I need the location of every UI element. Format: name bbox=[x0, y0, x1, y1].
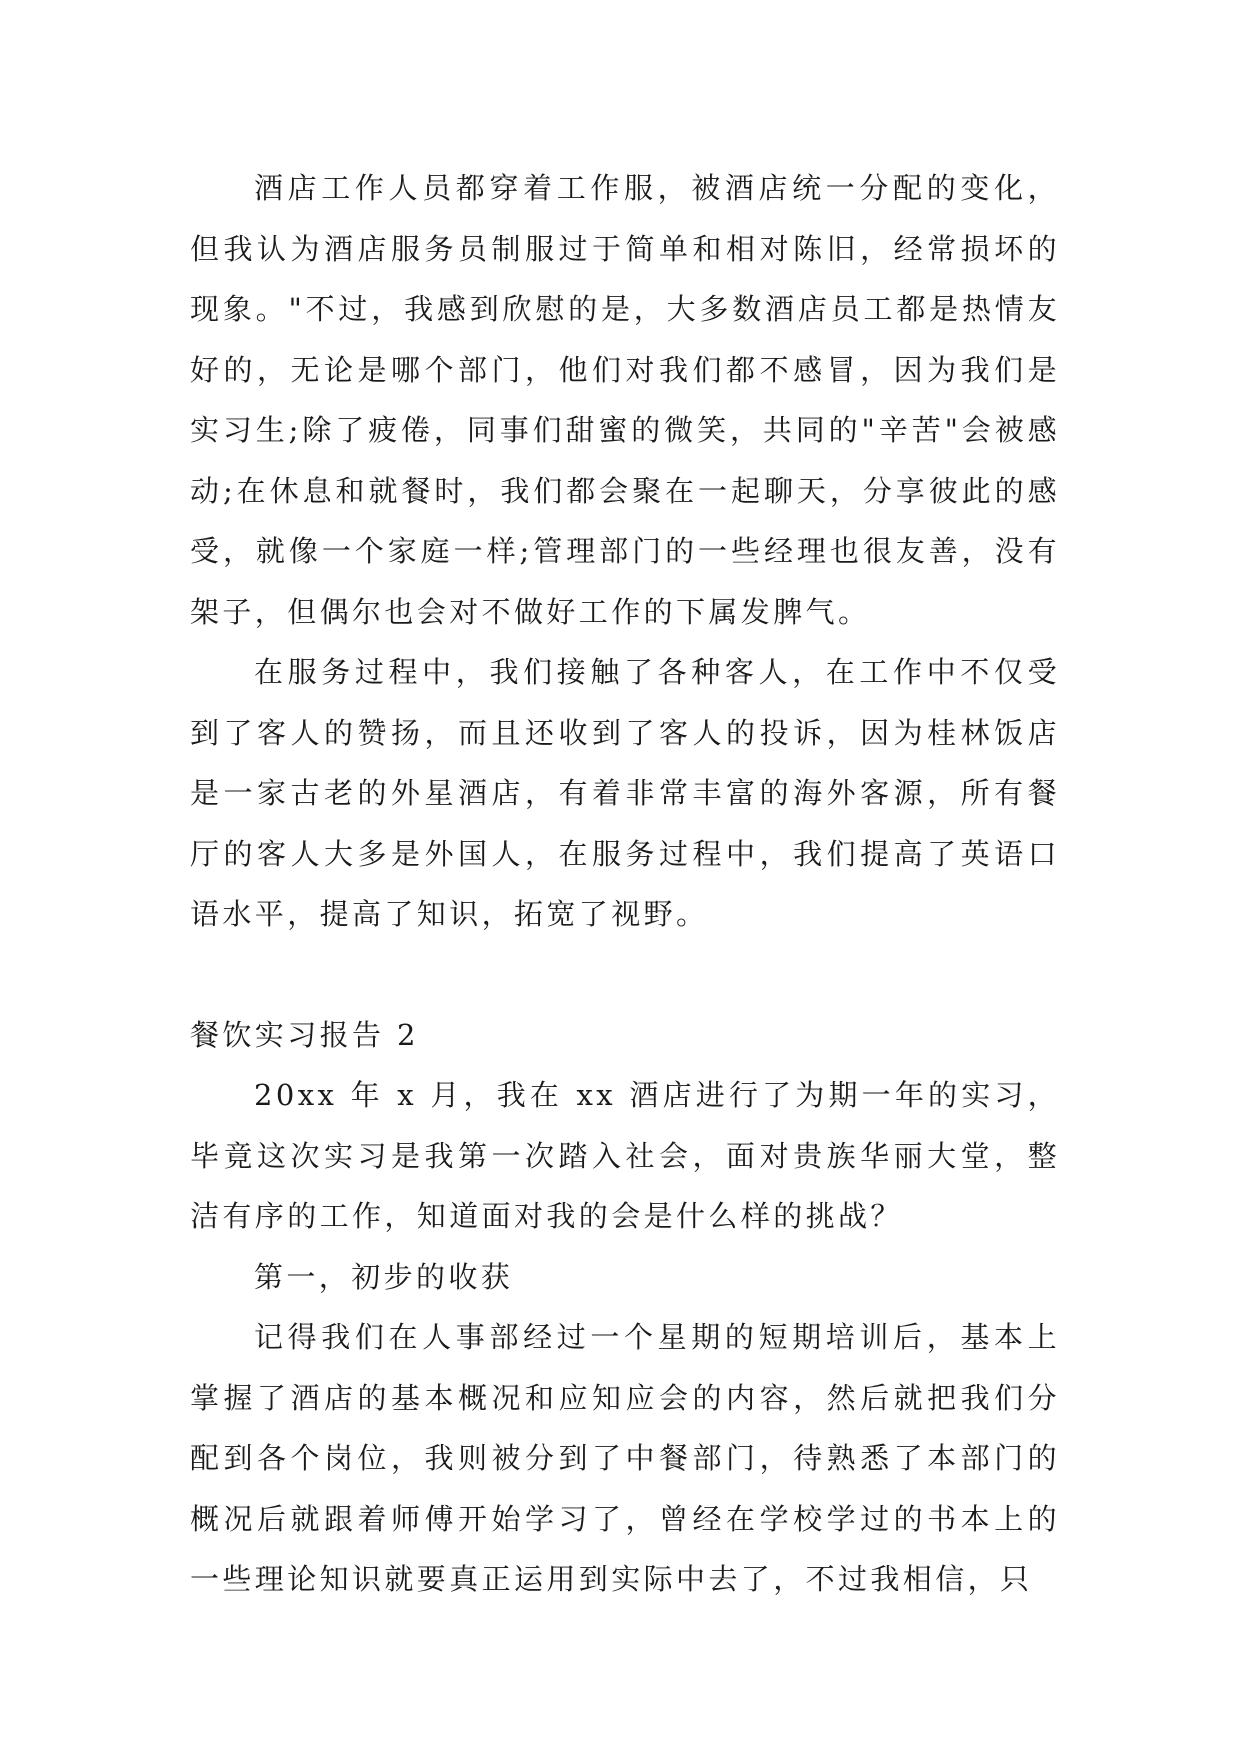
section-title: 餐饮实习报告 2 bbox=[190, 1017, 419, 1052]
paragraph-training: 记得我们在人事部经过一个星期的短期培训后，基本上掌握了酒店的基本概况和应知应会的内容，然后就把我们分配到各个岗位，我则被分到了中餐部门，待熟悉了本部门的概况后就跟着师傅开始学习了，曾经在学校学过的书本上的一些理论知识就要真正运用到实际中去了，不过我相信，只 bbox=[190, 1320, 1060, 1596]
subheading-first-gains: 第一，初步的收获 bbox=[254, 1259, 514, 1294]
paragraph-internship-intro: 20xx 年 x 月，我在 xx 酒店进行了为期一年的实习，毕竟这次实习是我第一次踏入社会，面对贵族华丽大堂，整洁有序的工作，知道面对我的会是什么样的挑战？ bbox=[190, 1078, 1060, 1233]
paragraph-service-process: 在服务过程中，我们接触了各种客人，在工作中不仅受到了客人的赞扬，而且还收到了客人的投诉，因为桂林饭店是一家古老的外星酒店，有着非常丰富的海外客源，所有餐厅的客人大多是外国人，在服务过程中，我们提高了英语口语水平，提高了知识，拓宽了视野。 bbox=[190, 655, 1060, 931]
paragraph-hotel-staff: 酒店工作人员都穿着工作服，被酒店统一分配的变化，但我认为酒店服务员制服过于简单和相对陈旧，经常损坏的现象。"不过，我感到欣慰的是，大多数酒店员工都是热情友好的，无论是哪个部门，他们对我们都不感冒，因为我们是实习生;除了疲倦，同事们甜蜜的微笑，共同的"辛苦"会被感动;在休息和就餐时，我们都会聚在一起聊天，分享彼此的感受，就像一个家庭一样;管理部门的一些经理也很友善，没有架子，但偶尔也会对不做好工作的下属发脾气。 bbox=[190, 171, 1060, 629]
document-body bbox=[190, 158, 1060, 1610]
